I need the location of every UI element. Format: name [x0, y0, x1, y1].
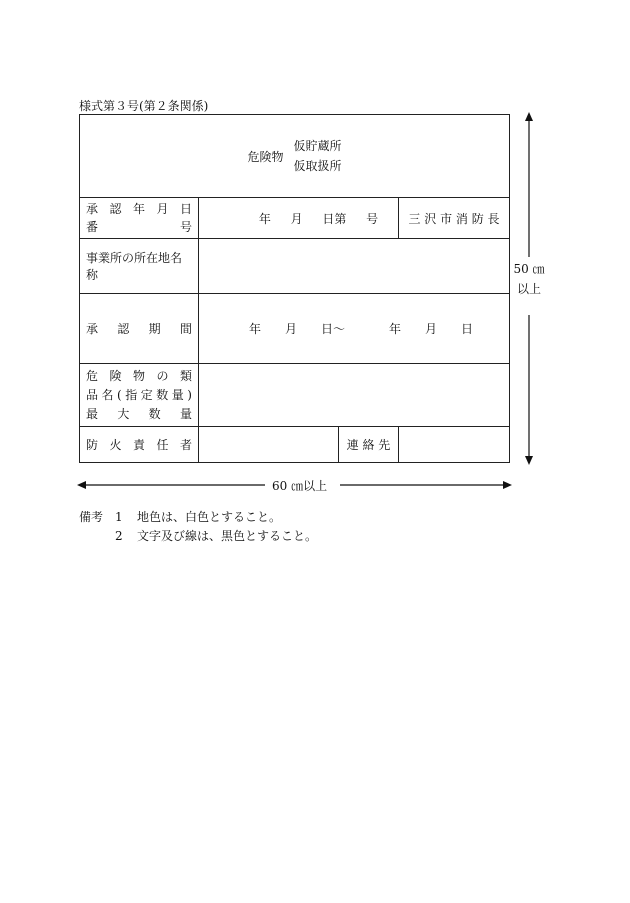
location-value — [199, 239, 510, 294]
hazmat-value — [199, 364, 510, 427]
title-row — [80, 115, 510, 198]
horizontal-arrow-left-icon — [77, 480, 265, 490]
contact-value — [399, 427, 510, 463]
location-label: 事業所の所在地名称 — [80, 239, 199, 294]
remark-item: 備考 1 地色は、白色とすること。 — [79, 508, 317, 527]
title-option-storage: 仮貯蔵所 — [293, 139, 342, 153]
approval-date-number: 年 月 日第 号 — [199, 198, 399, 239]
responsible-label: 防 火 責 任 者 — [80, 427, 199, 463]
responsible-value — [199, 427, 339, 463]
vertical-dimension-suffix: 以上 — [516, 282, 541, 296]
title-options — [294, 136, 342, 176]
horizontal-arrow-right-icon — [340, 480, 512, 490]
approval-authority: 三 沢 市 消 防 長 — [399, 198, 510, 239]
remark-item: 2 文字及び線は、黒色とすること。 — [115, 529, 318, 543]
title-cell — [80, 115, 510, 198]
period-row — [80, 294, 510, 364]
approval-label: 承 認 年 月 日 番 号 — [80, 198, 199, 239]
remarks-section — [79, 508, 317, 546]
responsible-row — [80, 427, 510, 463]
title-option-handling: 仮取扱所 — [293, 159, 342, 173]
hazmat-row — [80, 364, 510, 427]
location-row — [80, 239, 510, 294]
period-value: 年 月 日～ 年 月 日 — [199, 294, 510, 364]
contact-label: 連 絡 先 — [339, 427, 399, 463]
form-number-header: 様式第３号(第２条関係) — [79, 99, 209, 113]
approval-row — [80, 198, 510, 239]
sign-form-table — [79, 114, 510, 463]
vertical-dimension-value: 50 ㎝ — [513, 262, 545, 276]
title-main: 危険物 — [247, 149, 284, 164]
period-label: 承 認 期 間 — [80, 294, 199, 364]
vertical-arrow-down-icon — [522, 315, 536, 465]
hazmat-label: 危 険 物 の 類 品 名 ( 指 定 数 量 ) 最 大 数 量 — [80, 364, 199, 427]
remarks-heading: 備考 — [79, 510, 104, 524]
vertical-arrow-up-icon — [522, 112, 536, 257]
horizontal-dimension-label: 60 ㎝以上 — [272, 479, 328, 493]
